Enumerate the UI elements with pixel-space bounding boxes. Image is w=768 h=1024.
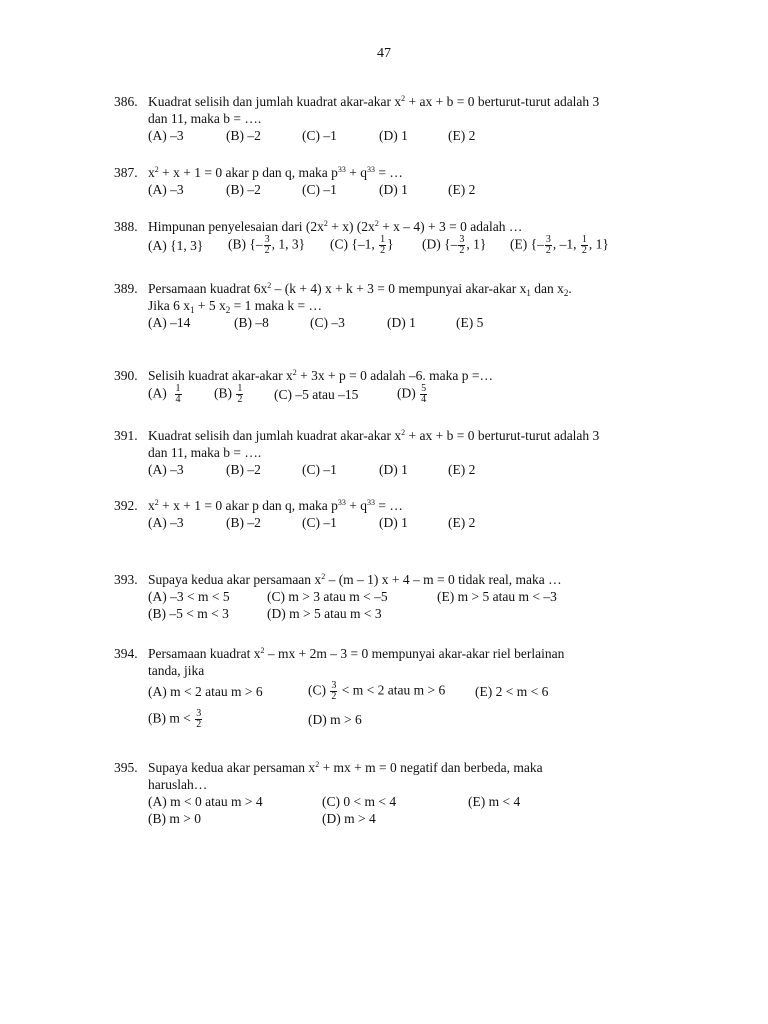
option-b: (B) –2 [226,182,261,197]
problem-number: 389. [114,281,138,296]
option-e: (E) {– $\frac{3}{2}$ , –1, $\frac{1}{2}$ , 1} [510,234,609,256]
option-d: (D) m > 5 atau m < 3 [267,606,382,621]
option-a: (A) m < 0 atau m > 4 [148,794,263,809]
answer-options-row [148,681,659,705]
fraction: $\frac{1}{2}$ [237,383,243,405]
option-b: (B) m < $\frac{3}{2}$ [148,708,202,730]
problem-stem: Supaya kedua akar persamaan $x^2 - (m - 1) x + 4 - m = 0$ tidak real, maka … [148,572,562,587]
option-d: (D) m > 6 [308,712,362,727]
problem-391 [114,427,659,478]
answer-options [148,384,659,408]
problem-394 [114,645,659,733]
page-number: 47 [377,46,391,61]
option-c: (C) –1 [302,515,337,530]
option-e: (E) 2 < m < 6 [475,684,549,699]
problem-390 [114,367,659,408]
option-d: (D) 1 [379,515,408,530]
option-d: (D) 1 [379,128,408,143]
option-c: (C) $\frac{3}{2}$ < m < 2 atau m > 6 [308,680,446,702]
problem-stem: Persamaan kuadrat $x^2$ – mx + 2m – 3 = 0 mempunyai akar-akar riel berlainan [148,646,565,661]
problem-393 [114,571,659,622]
option-b: (B) –5 < m < 3 [148,606,229,621]
problem-number: 395. [114,760,138,775]
problem-stem: Himpunan penyelesaian dari $(2x^2 + x) (2x^2 + x - 4) + 3 = 0$ adalah … [148,219,523,234]
problem-stem-continued: tanda, jika [148,663,205,678]
problem-389 [114,280,659,331]
problem-stem-continued: dan 11, maka b = …. [148,111,262,126]
problem-number: 388. [114,219,138,234]
problem-stem: $x^2 + x + 1 = 0$ akar p dan q, maka $p^{33} + q^{33}$ = … [148,165,403,180]
option-a: (A) –3 < m < 5 [148,589,230,604]
option-e: (E) 2 [448,515,476,530]
problem-388 [114,218,659,259]
answer-options-row [148,709,659,733]
problem-number: 393. [114,572,138,587]
option-a: (A) –3 [148,515,184,530]
option-a: (A) –3 [148,128,184,143]
option-d: (D) {– $\frac{3}{2}$ , 1} [422,234,487,256]
problem-number: 394. [114,646,138,661]
option-d: (D) 1 [379,182,408,197]
problem-395 [114,759,659,827]
problem-number: 390. [114,368,138,383]
fraction: $\frac{3}{2}$ [459,234,465,256]
answer-options [148,235,659,259]
problem-stem: Supaya kedua akar persaman $x^2$ + mx + m = 0 negatif dan berbeda, maka [148,760,543,775]
fraction: $\frac{5}{4}$ [421,383,427,405]
problem-stem: Kuadrat selisih dan jumlah kuadrat akar-akar $x^2$ + ax + b = 0 berturut-turut adalah 3 [148,428,600,443]
option-b: (B) –2 [226,462,261,477]
answer-options-row [148,588,659,605]
fraction: $\frac{1}{2}$ [581,234,587,256]
problem-392 [114,497,659,531]
answer-options-row [148,810,659,827]
option-d: (D) 1 [387,315,416,330]
option-b: (B) –2 [226,128,261,143]
option-e: (E) m < 4 [468,794,521,809]
answer-options-row [148,605,659,622]
option-e: (E) 2 [448,462,476,477]
option-b: (B) –8 [234,315,269,330]
answer-options [148,127,659,144]
option-c: (C) {–1, $\frac{1}{2}$ } [330,234,394,256]
option-d: (D) m > 4 [322,811,376,826]
fraction: $\frac{3}{2}$ [264,234,270,256]
problem-stem-continued: Jika 6 $x_1 + 5$ $x_2 = 1$ maka k = … [148,298,322,315]
option-c: (C) –3 [310,315,345,330]
fraction: $\frac{3}{2}$ [545,234,551,256]
problem-stem-continued: dan 11, maka b = …. [148,445,262,460]
option-c: (C) –1 [302,182,337,197]
answer-options [148,314,659,331]
problem-number: 391. [114,428,138,443]
option-e: (E) m > 5 atau m < –3 [437,589,557,604]
problem-number: 387. [114,165,138,180]
option-b: (B) $\frac{1}{2}$ [214,383,243,405]
option-d: (D) $\frac{5}{4}$ [397,383,427,405]
problem-387 [114,164,659,198]
fraction: $\frac{1}{2}$ [380,234,386,256]
option-e: (E) 2 [448,128,476,143]
option-a: (A) –3 [148,462,184,477]
option-d: (D) 1 [379,462,408,477]
option-e: (E) 5 [456,315,484,330]
option-b: (B) –2 [226,515,261,530]
problem-number: 392. [114,498,138,513]
problem-number: 386. [114,94,138,109]
option-b: (B) {– $\frac{3}{2}$ , 1, 3} [228,234,306,256]
problem-stem: Selisih kuadrat akar-akar $x^2 + 3x + p = 0$ adalah –6. maka p =… [148,368,493,383]
option-c: (C) –1 [302,462,337,477]
option-e: (E) 2 [448,182,476,197]
problem-stem-continued: haruslah… [148,777,208,792]
answer-options-row [148,793,659,810]
problem-386 [114,93,659,144]
problem-stem: $x^2 + x + 1 = 0$ akar p dan q, maka $p^{33} + q^{33}$ = … [148,498,403,513]
problem-stem: Persamaan kuadrat $6x^2 - (k + 4) x + k + 3 = 0$ mempunyai akar-akar $x_1$ dan $x_2$. [148,281,572,298]
answer-options [148,181,659,198]
fraction: $\frac{3}{2}$ [196,708,202,730]
option-b: (B) m > 0 [148,811,201,826]
fraction: $\frac{1}{4}$ [175,383,181,405]
option-a: (A) –3 [148,182,184,197]
option-c: (C) –1 [302,128,337,143]
answer-options [148,461,659,478]
option-c: (C) 0 < m < 4 [322,794,397,809]
problem-stem: Kuadrat selisih dan jumlah kuadrat akar-akar $x^2$ + ax + b = 0 berturut-turut adalah 3 [148,94,600,109]
option-a: (A) {1, 3} [148,238,204,253]
option-c: (C) –5 atau –15 [274,387,359,402]
fraction: $\frac{3}{2}$ [331,680,337,702]
option-c: (C) m > 3 atau m < –5 [267,589,388,604]
answer-options [148,514,659,531]
option-a: (A) –14 [148,315,191,330]
option-a: (A) m < 2 atau m > 6 [148,684,263,699]
option-a: (A) $\frac{1}{4}$ [148,383,181,405]
